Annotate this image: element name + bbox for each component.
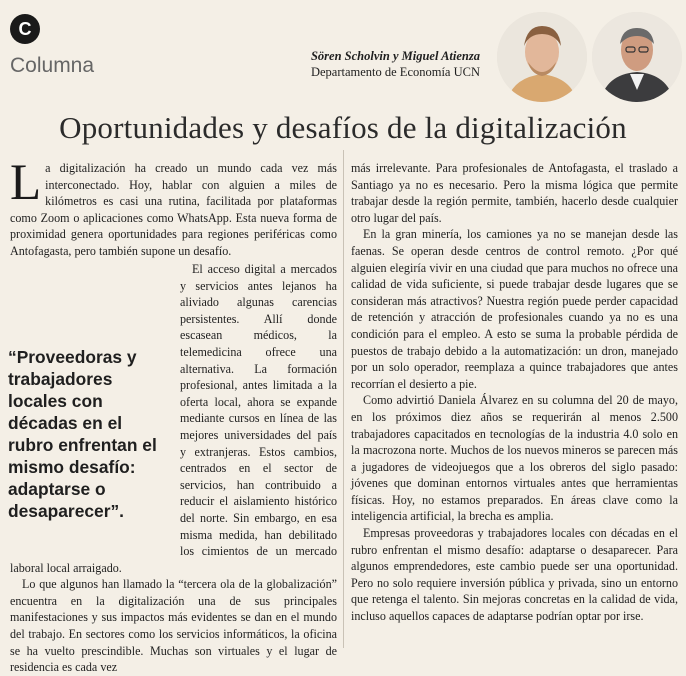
paragraph-1: La digitalización ha creado un mundo cada vez más interconectado. Hoy, hablar con alguien a miles de kilómetros es casi una rutina, facilitada por plataformas como Zoom o aplicaciones como WhatsApp. Esta nueva forma de proximidad genera oportunidades para regiones periféricas como Antofagasta, pero también supone un desafío. (10, 155, 337, 258)
article-title: Oportunidades y desafíos de la digitalización (59, 110, 627, 145)
paragraph-5: Como advirtió Daniela Álvarez en su columna del 20 de mayo, en los próximos diez años se requerirán al menos 2.500 trabajadores capacitados en tecnologías de la industria 4.0 solo en la macrozona norte. Muchos de los nuevos mineros se parecen más a jugadores de videojuegos que a los obreros del siglo pasado: jóvenes que dominan entornos virtuales antes que herramientas físicas. Hoy, no estamos preparados. En áreas clave como la inteligencia artificial, la brecha es amplia. (351, 393, 678, 524)
column-right (351, 160, 678, 625)
column-divider (343, 150, 344, 648)
drop-cap: L (10, 155, 42, 211)
author-department: Departamento de Economía UCN (310, 65, 480, 79)
paragraph-6: Empresas proveedoras y trabajadores locales con décadas en el rubro enfrentan el mismo desafío: adaptarse o desaparecer. Para algunos emprendedores, este cambio puede ser una oportunidad. Pero no solo requiere inversión pública y privada, sino un entorno que retenga el talento. Sin mejoras concretas en la calidad de vida, incluso aquellos capaces de adaptarse podrían optar por irse. (351, 526, 678, 624)
paragraph-3: Lo que algunos han llamado la “tercera ola de la globalización” encuentra en la digitalización una de sus principales manifestaciones y sus impactos más evidentes se dan en el mundo del trabajo. En sectores como los servicios informáticos, la oficina se ha vuelto prescindible. Muchas son virtuales y el lugar de residencia es cada vez (10, 577, 337, 675)
author-photo-1 (497, 12, 587, 102)
byline (311, 48, 480, 80)
author-photo-2 (592, 12, 682, 102)
header (0, 0, 686, 108)
paragraph-2: El acceso digital a mercados y servicios antes lejanos ha aliviado algunas carencias persistentes. Allí donde escasean médicos, la telemedicina ofrece una alternativa. La formación profesional, antes limitada a la oferta local, ahora se expande mediante cursos en línea de las mejores universidades del país y extranjeras. Estos cambios, centrados en el sector de servicios, han contribuido a reducir el aislamiento histórico del norte. Sin embargo, en esa misma medida, han debilitado los cimientos de un mercado laboral local arraigado. (10, 262, 337, 575)
pull-quote: “Proveedoras y trabajadores locales con décadas en el rubro enfrentan el mismo desafío: adaptarse o desaparecer”. (8, 347, 157, 521)
paragraph-3-continued: más irrelevante. Para profesionales de Antofagasta, el traslado a Santiago ya no es necesario. Pero la misma lógica que permite trabajar desde la región permite, también, hacerlo desde cualquier otro lugar del país. (351, 161, 678, 225)
paragraph-4: En la gran minería, los camiones ya no se manejan desde las faenas. Se operan desde centros de control remoto. ¿Por qué alguien elegiría vivir en una ciudad que para muchos no ofrece una calidad de vida suficiente, si puede trabajar desde lugares que se consideran más atractivos? Nuestra región puede perder capacidad de retención y atracción de profesionales cuando ya no es una condición para el empleo. A esto se suma la probable pérdida de puestos de trabajo debido a la automatización: un dron, manejado por un solo operador, reemplaza a quince trabajadores que antes recorrían el desierto a pie. (351, 227, 678, 391)
author-names: Sören Scholvin y Miguel Atienza (310, 49, 480, 63)
column-badge: C (10, 14, 40, 44)
column-left-top (10, 155, 337, 260)
section-label: Columna (10, 54, 95, 77)
